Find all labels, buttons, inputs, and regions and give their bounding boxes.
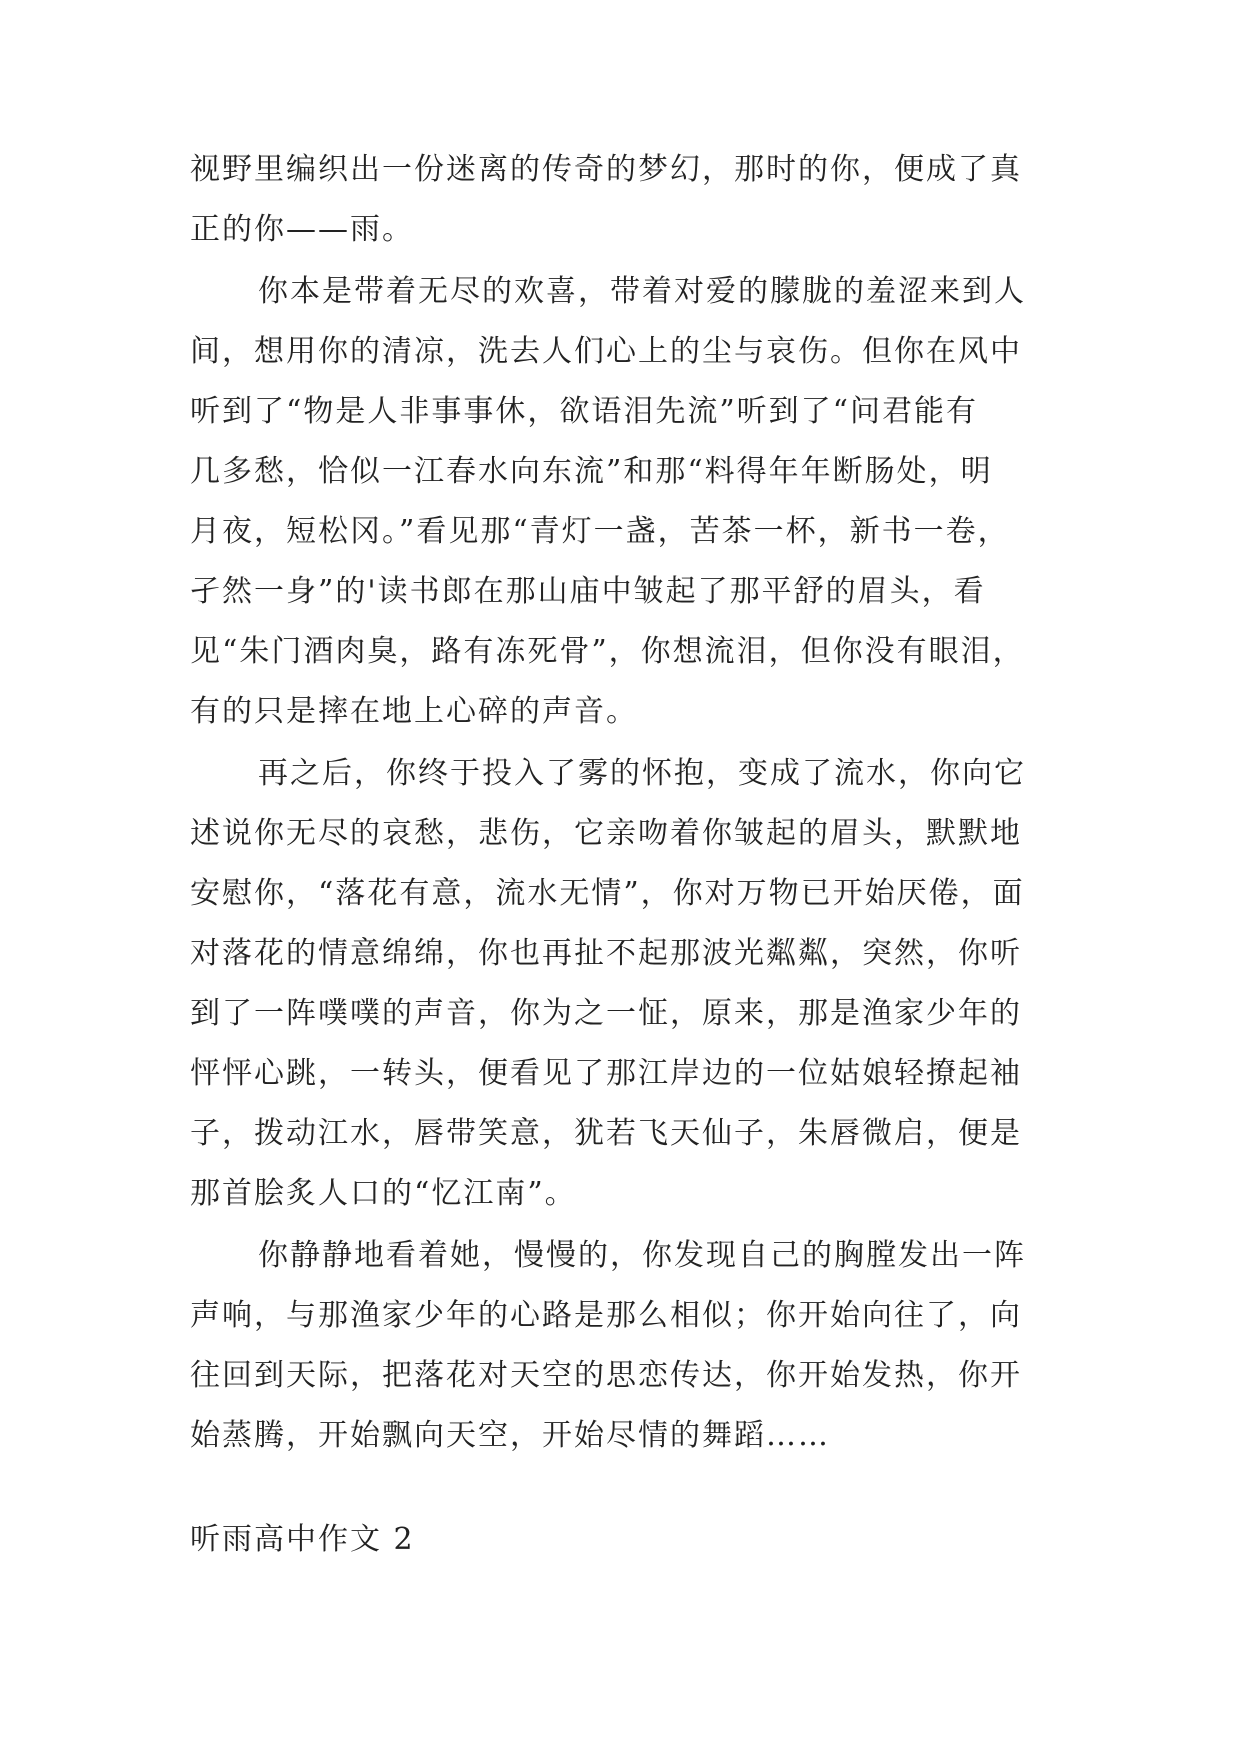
text-line: 始蒸腾，开始飘向天空，开始尽情的舞蹈…… [190,1418,830,1453]
text-line: 几多愁，恰似一江春水向东流”和那“料得年年断肠处，明 [190,454,993,489]
text-line: 怦怦心跳，一转头，便看见了那江岸边的一位姑娘轻撩起袖 [190,1056,1022,1091]
text-line: 孑然一身”的'读书郎在那山庙中皱起了那平舒的眉头，看 [190,574,986,609]
text-line: 你本是带着无尽的欢喜，带着对爱的朦胧的羞涩来到人 [258,274,1026,309]
section-heading: 听雨高中作文 2 [190,1522,415,1557]
text-line: 述说你无尽的哀愁，悲伤，它亲吻着你皱起的眉头，默默地 [190,816,1022,851]
text-line: 子，拨动江水，唇带笑意，犹若飞天仙子，朱唇微启，便是 [190,1116,1022,1151]
text-line: 你静静地看着她，慢慢的，你发现自己的胸膛发出一阵 [258,1238,1026,1273]
text-line: 有的只是摔在地上心碎的声音。 [190,694,638,729]
text-line: 那首脍炙人口的“忆江南”。 [190,1176,577,1211]
text-line: 对落花的情意绵绵，你也再扯不起那波光粼粼，突然，你听 [190,936,1022,971]
text-line: 视野里编织出一份迷离的传奇的梦幻，那时的你，便成了真 [190,152,1022,187]
text-line: 正的你——雨。 [190,212,414,247]
text-line: 再之后，你终于投入了雾的怀抱，变成了流水，你向它 [258,756,1026,791]
text-line: 声响，与那渔家少年的心路是那么相似；你开始向往了，向 [190,1298,1022,1333]
text-line: 安慰你，“落花有意，流水无情”，你对万物已开始厌倦，面 [190,876,1025,911]
text-line: 听到了“物是人非事事休，欲语泪先流”听到了“问君能有 [190,394,979,429]
text-line: 间，想用你的清凉，洗去人们心上的尘与哀伤。但你在风中 [190,334,1022,369]
text-line: 见“朱门酒肉臭，路有冻死骨”，你想流泪，但你没有眼泪， [190,634,1025,669]
text-line: 往回到天际，把落花对天空的思恋传达，你开始发热，你开 [190,1358,1022,1393]
text-line: 到了一阵噗噗的声音，你为之一怔，原来，那是渔家少年的 [190,996,1022,1031]
text-line: 月夜，短松冈。”看见那“青灯一盏，苦茶一杯，新书一卷， [190,514,1010,549]
